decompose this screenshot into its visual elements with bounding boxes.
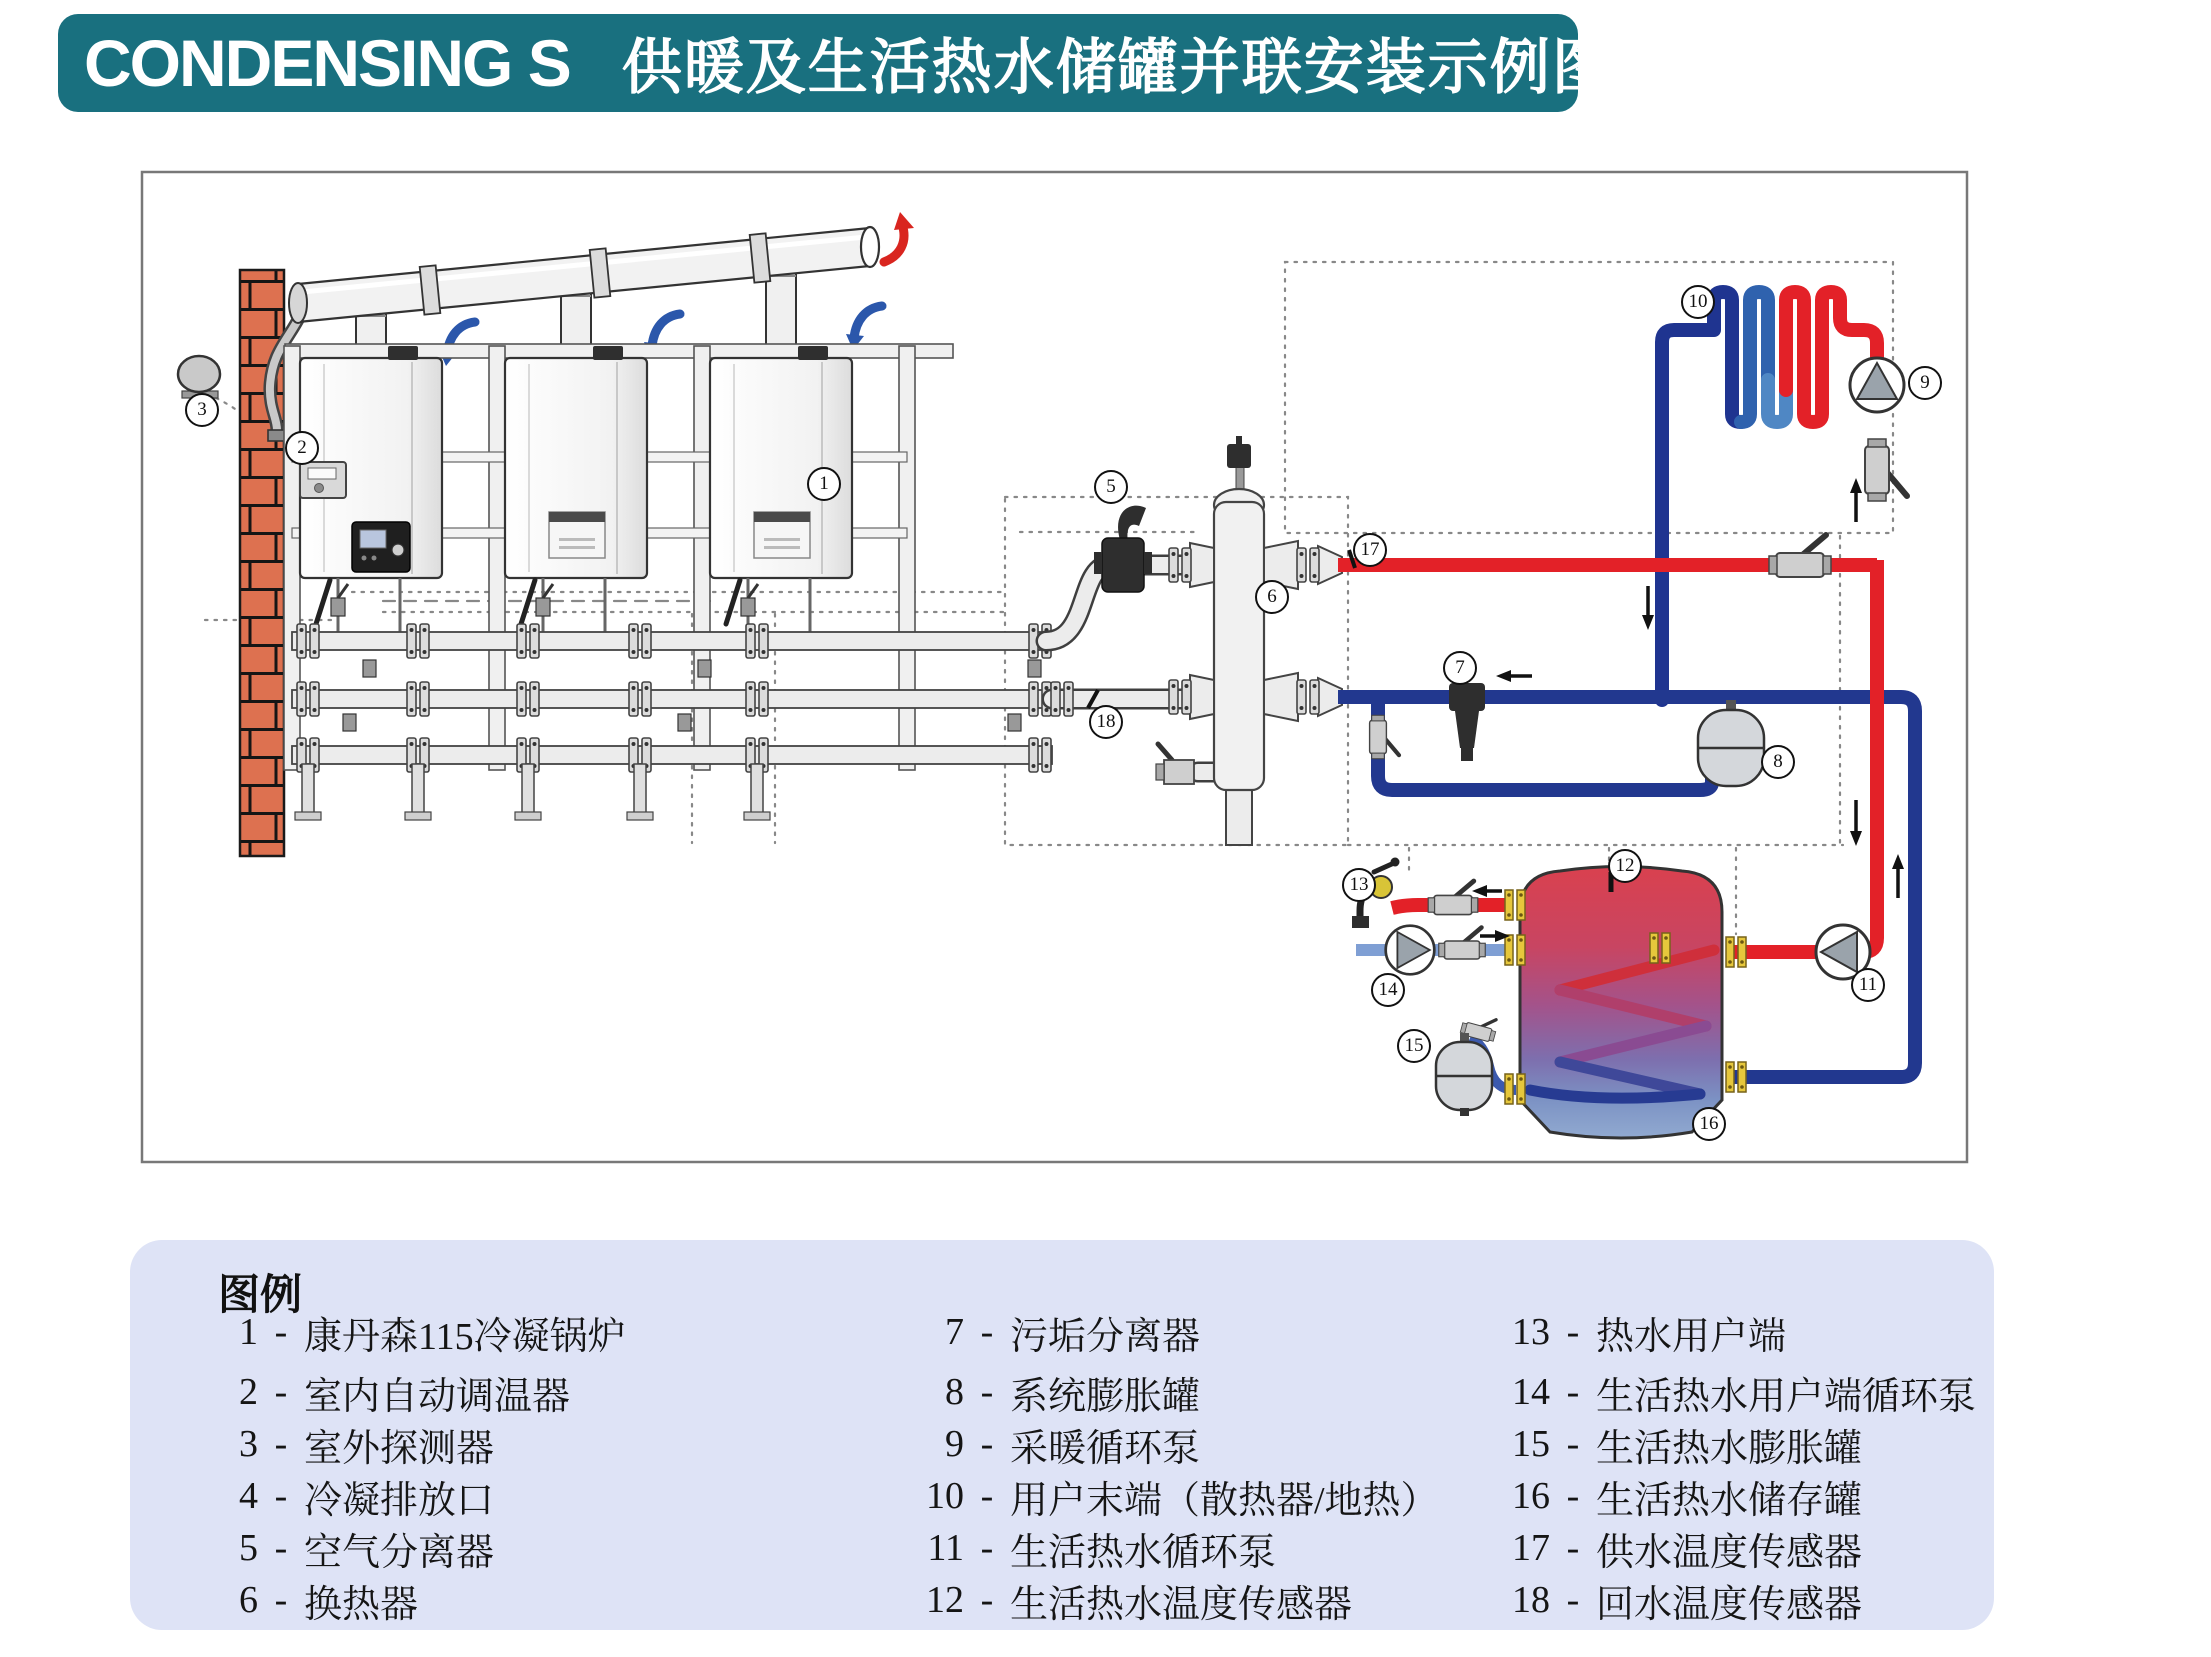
legend-item: 15 - 生活热水膨胀罐	[1512, 1423, 1863, 1470]
callout-12: 12	[1608, 849, 1642, 883]
callout-11: 11	[1851, 968, 1885, 1002]
legend-item: 18 - 回水温度传感器	[1512, 1579, 1863, 1626]
legend-item: 14 - 生活热水用户端循环泵	[1512, 1371, 1977, 1418]
legend-item: 9 - 采暖循环泵	[945, 1423, 1201, 1470]
callout-15: 15	[1397, 1029, 1431, 1063]
legend-item: 5 - 空气分离器	[239, 1527, 495, 1574]
callout-13: 13	[1342, 868, 1376, 902]
legend-column-3	[1488, 1306, 1976, 1626]
legend-item: 6 - 换热器	[239, 1579, 419, 1626]
legend-item: 16 - 生活热水储存罐	[1512, 1475, 1863, 1522]
boiler-control-panel	[352, 522, 410, 572]
callout-6: 6	[1255, 580, 1289, 614]
dhw-pump	[1816, 925, 1870, 979]
dhw-storage-tank	[1520, 867, 1722, 1139]
legend-item: 7 - 污垢分离器	[945, 1311, 1201, 1358]
dhw-user-pump	[1386, 926, 1435, 975]
legend-item: 17 - 供水温度传感器	[1512, 1527, 1863, 1574]
legend-title: 图例	[218, 1273, 303, 1319]
legend-column-2	[902, 1306, 1439, 1626]
legend-item: 12 - 生活热水温度传感器	[926, 1579, 1353, 1626]
callout-9: 9	[1908, 366, 1942, 400]
legend-item: 8 - 系统膨胀罐	[945, 1371, 1201, 1418]
page-title: 供暖及生活热水储罐并联安装示例图	[621, 35, 1614, 101]
callout-14: 14	[1371, 973, 1405, 1007]
callout-8: 8	[1761, 745, 1795, 779]
legend-column-1	[196, 1306, 626, 1626]
outdoor-sensor	[178, 356, 220, 398]
callout-18: 18	[1089, 705, 1123, 739]
legend-item: 13 - 热水用户端	[1512, 1311, 1787, 1358]
legend-item: 3 - 室外探测器	[239, 1423, 495, 1470]
callout-17: 17	[1353, 533, 1387, 567]
callout-5: 5	[1094, 470, 1128, 504]
room-thermostat	[300, 462, 346, 498]
callout-10: 10	[1681, 285, 1715, 319]
legend-item: 2 - 室内自动调温器	[239, 1371, 571, 1418]
legend-item: 11 - 生活热水循环泵	[927, 1527, 1277, 1574]
callout-3: 3	[185, 393, 219, 427]
heating-pump	[1850, 358, 1904, 412]
legend-item: 1 - 康丹森115冷凝锅炉	[239, 1311, 626, 1358]
brand-logo-text: CONDENSING S	[84, 26, 570, 100]
legend-item: 4 - 冷凝排放口	[239, 1475, 495, 1522]
legend-panel	[130, 1240, 1994, 1630]
callout-16: 16	[1692, 1107, 1726, 1141]
callout-1: 1	[807, 467, 841, 501]
callout-7: 7	[1443, 651, 1477, 685]
legend-item: 10 - 用户末端（散热器/地热）	[926, 1475, 1439, 1522]
callout-2: 2	[285, 431, 319, 465]
